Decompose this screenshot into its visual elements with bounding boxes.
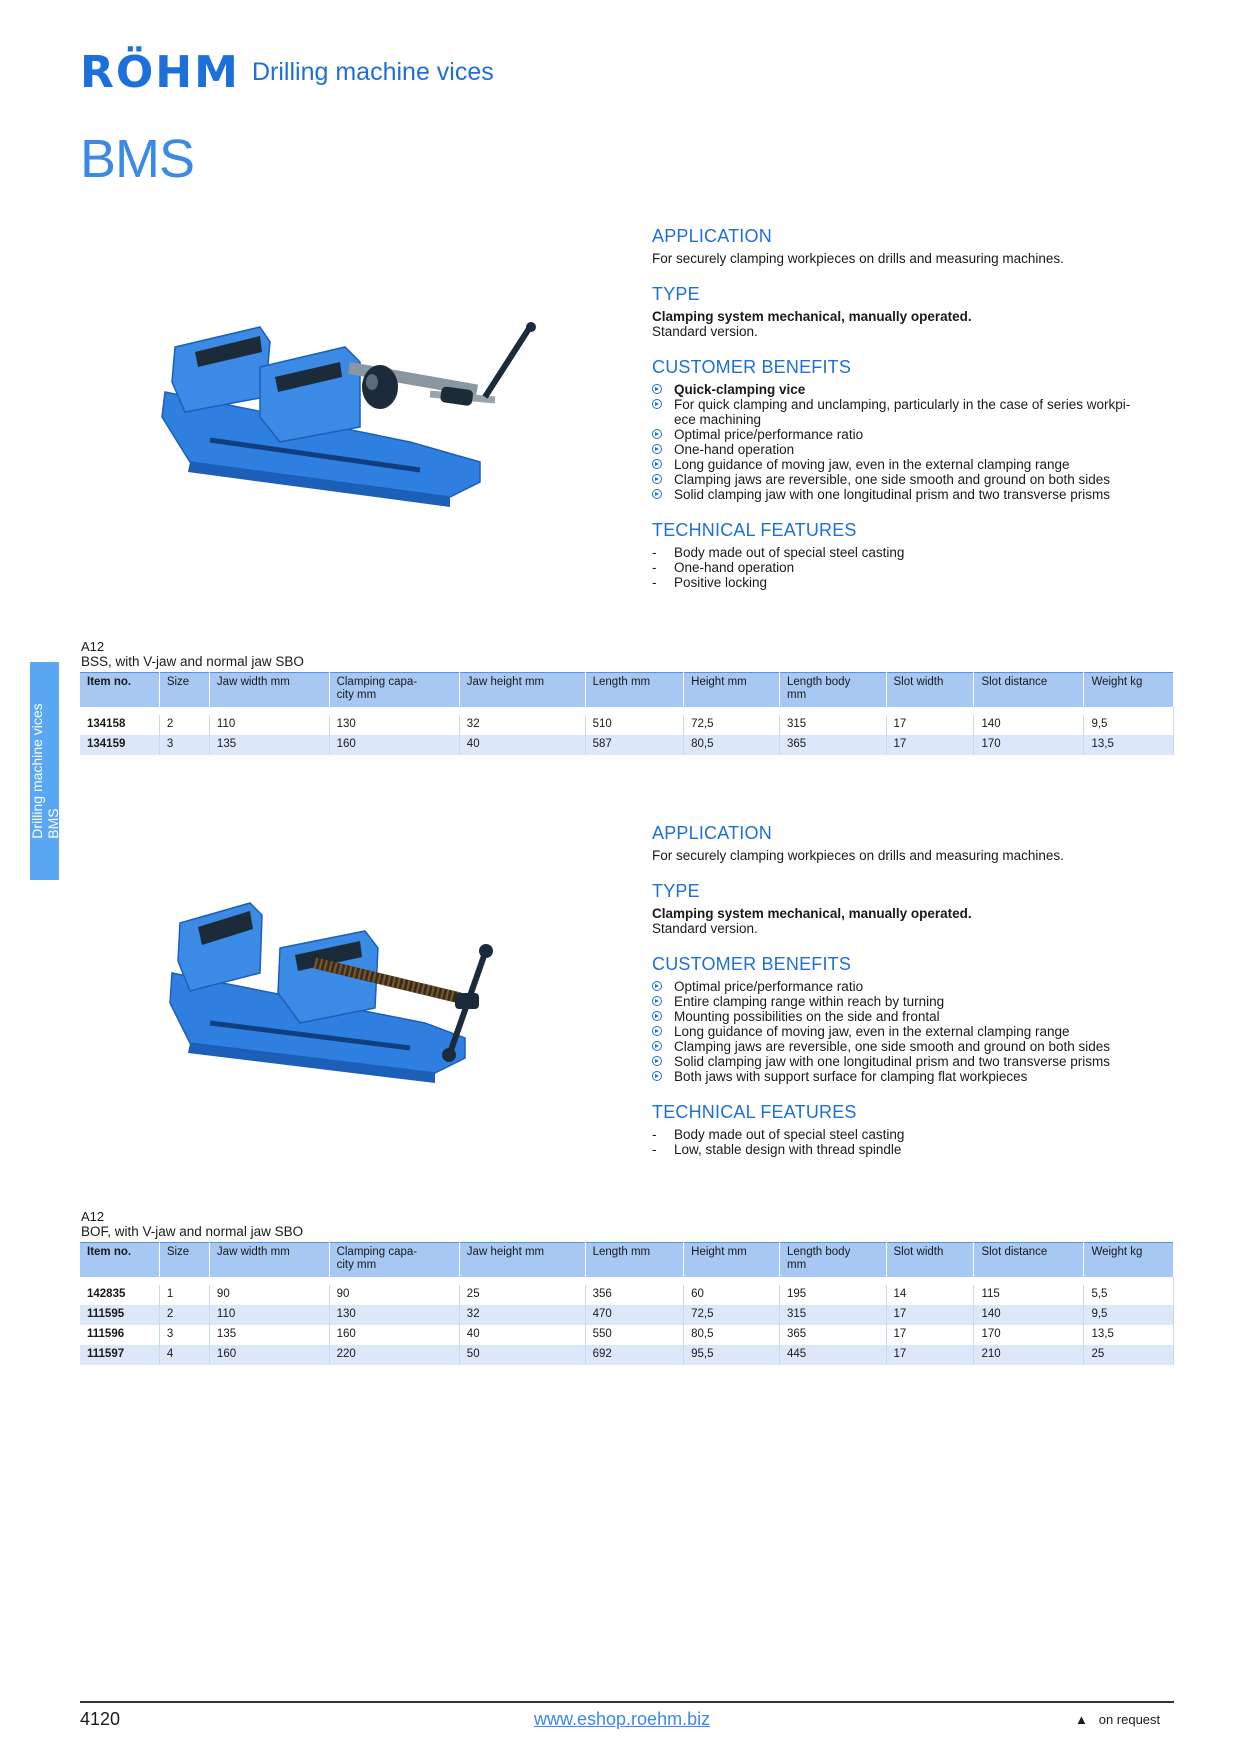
benefit-text: Clamping jaws are reversible, one side smooth and ground on both sides: [674, 1039, 1111, 1054]
list-item: - Positive locking: [652, 575, 768, 590]
col-header: Height mm: [684, 673, 780, 707]
cell: 80,5: [684, 1325, 780, 1345]
application-title: APPLICATION: [652, 823, 772, 843]
table2-title: BOF, with V-jaw and normal jaw SBO: [81, 1224, 304, 1239]
col-header: Size: [159, 1243, 209, 1277]
list-item: [652, 487, 1172, 502]
cell: 5,5: [1084, 1285, 1174, 1305]
col-header: Jaw width mm: [209, 673, 329, 707]
col-header: Slot width: [886, 673, 974, 707]
list-item: - One-hand operation: [652, 560, 795, 575]
application-text: For securely clamping workpieces on drills and measuring machines.: [652, 848, 1064, 863]
arrow-circle-icon: [652, 1041, 662, 1051]
cell: 142835: [80, 1285, 159, 1305]
arrow-circle-icon: [652, 981, 662, 991]
cell: 14: [886, 1285, 974, 1305]
table1-title: BSS, with V-jaw and normal jaw SBO: [81, 654, 304, 669]
benefits-list: [652, 382, 1172, 502]
side-tab-line1: Drilling machine vices: [28, 703, 45, 839]
logo-text: RÖHM: [80, 47, 240, 98]
table-header-row: [80, 673, 1174, 707]
arrow-circle-icon: [652, 1026, 662, 1036]
cell: 50: [459, 1345, 585, 1365]
cell: 32: [459, 1305, 585, 1325]
benefit-text: Entire clamping range within reach by turning: [674, 994, 945, 1009]
benefits-list: [652, 979, 1172, 1084]
cell: 4: [159, 1345, 209, 1365]
cell: 9,5: [1084, 715, 1174, 735]
benefit-text: Clamping jaws are reversible, one side smooth and ground on both sides: [674, 472, 1111, 487]
col-header: Size: [159, 673, 209, 707]
list-item: [652, 1069, 1172, 1084]
col-header: Weight kg: [1084, 1243, 1174, 1277]
list-item: [652, 457, 1172, 472]
feature-text: Body made out of special steel casting: [674, 1127, 905, 1142]
cell: 17: [886, 1325, 974, 1345]
table1-code: A12: [81, 639, 105, 654]
cell: 135: [209, 735, 329, 755]
cell: 40: [459, 735, 585, 755]
cell: 170: [974, 735, 1084, 755]
list-item: [652, 472, 1172, 487]
table2-caption: [81, 1209, 303, 1239]
product1-info: [652, 226, 1172, 611]
cell: 90: [209, 1285, 329, 1305]
cell: 17: [886, 735, 974, 755]
application-section: [652, 226, 1172, 266]
cell: 72,5: [684, 715, 780, 735]
cell: 110: [209, 1305, 329, 1325]
features-section: [652, 1102, 1172, 1157]
cell: 510: [585, 715, 684, 735]
col-header: Clamping capa- city mm: [329, 673, 459, 707]
cell: 160: [209, 1345, 329, 1365]
col-header: Jaw height mm: [459, 673, 585, 707]
benefit-text: Long guidance of moving jaw, even in the external clamping range: [674, 1024, 1070, 1039]
cell: 3: [159, 735, 209, 755]
list-item: [652, 382, 1172, 397]
features-title: TECHNICAL FEATURES: [652, 1102, 857, 1122]
list-item: [652, 1054, 1172, 1069]
cell: 130: [329, 715, 459, 735]
cell: 210: [974, 1345, 1084, 1365]
cell: 550: [585, 1325, 684, 1345]
list-item: - Body made out of special steel casting: [652, 1127, 905, 1142]
table-row: [80, 1285, 1174, 1305]
cell: 134158: [80, 715, 159, 735]
cell: 13,5: [1084, 1325, 1174, 1345]
col-header: Length body mm: [780, 673, 886, 707]
cell: 692: [585, 1345, 684, 1365]
benefit-text: Optimal price/performance ratio: [674, 427, 864, 442]
section-title: Drilling machine vices: [252, 58, 494, 86]
quick-clamping-drill-vice-image: [150, 322, 620, 532]
type-section: [652, 881, 1172, 936]
feature-text: One-hand operation: [674, 560, 795, 575]
shop-link[interactable]: www.eshop.roehm.biz: [534, 1709, 711, 1729]
type-bold: Clamping system mechanical, manually operated.: [652, 906, 972, 921]
cell: 9,5: [1084, 1305, 1174, 1325]
cell: 80,5: [684, 735, 780, 755]
type-title: TYPE: [652, 881, 700, 901]
side-tab-line2: BMS: [44, 808, 61, 839]
type-text: Standard version.: [652, 324, 758, 339]
cell: 140: [974, 1305, 1084, 1325]
table2-code: A12: [81, 1209, 105, 1224]
arrow-circle-icon: [652, 444, 662, 454]
cell: 17: [886, 1345, 974, 1365]
product2-info: [652, 823, 1172, 1178]
page-number: 4120: [80, 1709, 121, 1729]
cell: 2: [159, 715, 209, 735]
cell: 130: [329, 1305, 459, 1325]
cell: 111597: [80, 1345, 159, 1365]
feature-text: Low, stable design with thread spindle: [674, 1142, 902, 1157]
benefits-title: CUSTOMER BENEFITS: [652, 357, 852, 377]
benefit-text: One-hand operation: [674, 442, 795, 457]
arrow-circle-icon: [652, 459, 662, 469]
cell: 40: [459, 1325, 585, 1345]
features-section: [652, 520, 1172, 590]
cell: 140: [974, 715, 1084, 735]
features-list: [652, 1127, 1172, 1157]
col-header: Slot width: [886, 1243, 974, 1277]
cell: 17: [886, 1305, 974, 1325]
footer-divider: [80, 1701, 1174, 1703]
arrow-circle-icon: [652, 489, 662, 499]
table-row: [80, 715, 1174, 735]
table-row: [80, 735, 1174, 755]
cell: 110: [209, 715, 329, 735]
arrow-circle-icon: [652, 1071, 662, 1081]
benefit-text: Long guidance of moving jaw, even in the external clamping range: [674, 457, 1070, 472]
benefits-section: [652, 357, 1172, 502]
spec-table-bof: [80, 1242, 1174, 1365]
features-title: TECHNICAL FEATURES: [652, 520, 857, 540]
col-header: Length body mm: [780, 1243, 886, 1277]
legend: [1075, 1712, 1160, 1727]
list-item: [652, 994, 1172, 1009]
cell: 365: [780, 735, 886, 755]
cell: 13,5: [1084, 735, 1174, 755]
cell: 315: [780, 715, 886, 735]
triangle-icon: ▲: [1075, 1712, 1088, 1727]
col-header: Clamping capa- city mm: [329, 1243, 459, 1277]
cell: 365: [780, 1325, 886, 1345]
arrow-circle-icon: [652, 996, 662, 1006]
benefits-title: CUSTOMER BENEFITS: [652, 954, 852, 974]
benefit-text: Quick-clamping vice: [674, 382, 806, 397]
application-section: [652, 823, 1172, 863]
arrow-circle-icon: [652, 399, 662, 409]
col-header: Length mm: [585, 1243, 684, 1277]
arrow-circle-icon: [652, 429, 662, 439]
cell: 315: [780, 1305, 886, 1325]
col-header: Height mm: [684, 1243, 780, 1277]
cell: 587: [585, 735, 684, 755]
cell: 17: [886, 715, 974, 735]
list-item: - Body made out of special steel casting: [652, 545, 905, 560]
list-item: [652, 1024, 1172, 1039]
cell: 115: [974, 1285, 1084, 1305]
benefit-text: Optimal price/performance ratio: [674, 979, 864, 994]
cell: 72,5: [684, 1305, 780, 1325]
type-bold: Clamping system mechanical, manually operated.: [652, 309, 972, 324]
list-item: [652, 397, 1172, 427]
arrow-circle-icon: [652, 384, 662, 394]
cell: 160: [329, 735, 459, 755]
col-header: Item no.: [80, 673, 159, 707]
col-header: Jaw width mm: [209, 1243, 329, 1277]
list-item: [652, 979, 1172, 994]
cell: 25: [1084, 1345, 1174, 1365]
benefit-text: Mounting possibilities on the side and frontal: [674, 1009, 940, 1024]
cell: 25: [459, 1285, 585, 1305]
type-section: [652, 284, 1172, 339]
list-item: [652, 442, 1172, 457]
cell: 1: [159, 1285, 209, 1305]
list-item: [652, 1009, 1172, 1024]
spindle-drill-vice-image: [150, 893, 620, 1103]
features-list: [652, 545, 1172, 590]
benefit-text: Solid clamping jaw with one longitudinal prism and two transverse prisms: [674, 1054, 1110, 1069]
list-item: - Low, stable design with thread spindle: [652, 1142, 902, 1157]
arrow-circle-icon: [652, 474, 662, 484]
col-header: Slot distance: [974, 1243, 1084, 1277]
table-row: [80, 1325, 1174, 1345]
cell: 470: [585, 1305, 684, 1325]
cell: 356: [585, 1285, 684, 1305]
cell: 170: [974, 1325, 1084, 1345]
cell: 160: [329, 1325, 459, 1345]
cell: 2: [159, 1305, 209, 1325]
list-item: [652, 1039, 1172, 1054]
list-item: [652, 427, 1172, 442]
arrow-circle-icon: [652, 1011, 662, 1021]
cell: 134159: [80, 735, 159, 755]
benefit-text: Both jaws with support surface for clamping flat workpieces: [674, 1069, 1028, 1084]
cell: 135: [209, 1325, 329, 1345]
type-title: TYPE: [652, 284, 700, 304]
table-row: [80, 1305, 1174, 1325]
col-header: Weight kg: [1084, 673, 1174, 707]
cell: 111595: [80, 1305, 159, 1325]
cell: 90: [329, 1285, 459, 1305]
cell: 32: [459, 715, 585, 735]
arrow-circle-icon: [652, 1056, 662, 1066]
type-text: Standard version.: [652, 921, 758, 936]
cell: 3: [159, 1325, 209, 1345]
feature-text: Positive locking: [674, 575, 768, 590]
cell: 60: [684, 1285, 780, 1305]
col-header: Length mm: [585, 673, 684, 707]
application-text: For securely clamping workpieces on drills and measuring machines.: [652, 251, 1064, 266]
cell: 445: [780, 1345, 886, 1365]
side-chapter-tab[interactable]: [30, 662, 59, 880]
benefit-text: For quick clamping and unclamping, particularly in the case of series workpi- ece machining: [674, 397, 1131, 427]
roehm-logo: [80, 44, 250, 102]
application-title: APPLICATION: [652, 226, 772, 246]
benefit-text: Solid clamping jaw with one longitudinal prism and two transverse prisms: [674, 487, 1110, 502]
col-header: Item no.: [80, 1243, 159, 1277]
page-title: BMS: [80, 129, 195, 189]
cell: 195: [780, 1285, 886, 1305]
table1-caption: [81, 639, 304, 669]
cell: 220: [329, 1345, 459, 1365]
benefits-section: [652, 954, 1172, 1084]
col-header: Jaw height mm: [459, 1243, 585, 1277]
legend-text: on request: [1098, 1712, 1161, 1727]
table-header-row: [80, 1243, 1174, 1277]
col-header: Slot distance: [974, 673, 1084, 707]
cell: 111596: [80, 1325, 159, 1345]
cell: 95,5: [684, 1345, 780, 1365]
spec-table-bss: [80, 672, 1174, 755]
table-row: [80, 1345, 1174, 1365]
feature-text: Body made out of special steel casting: [674, 545, 905, 560]
